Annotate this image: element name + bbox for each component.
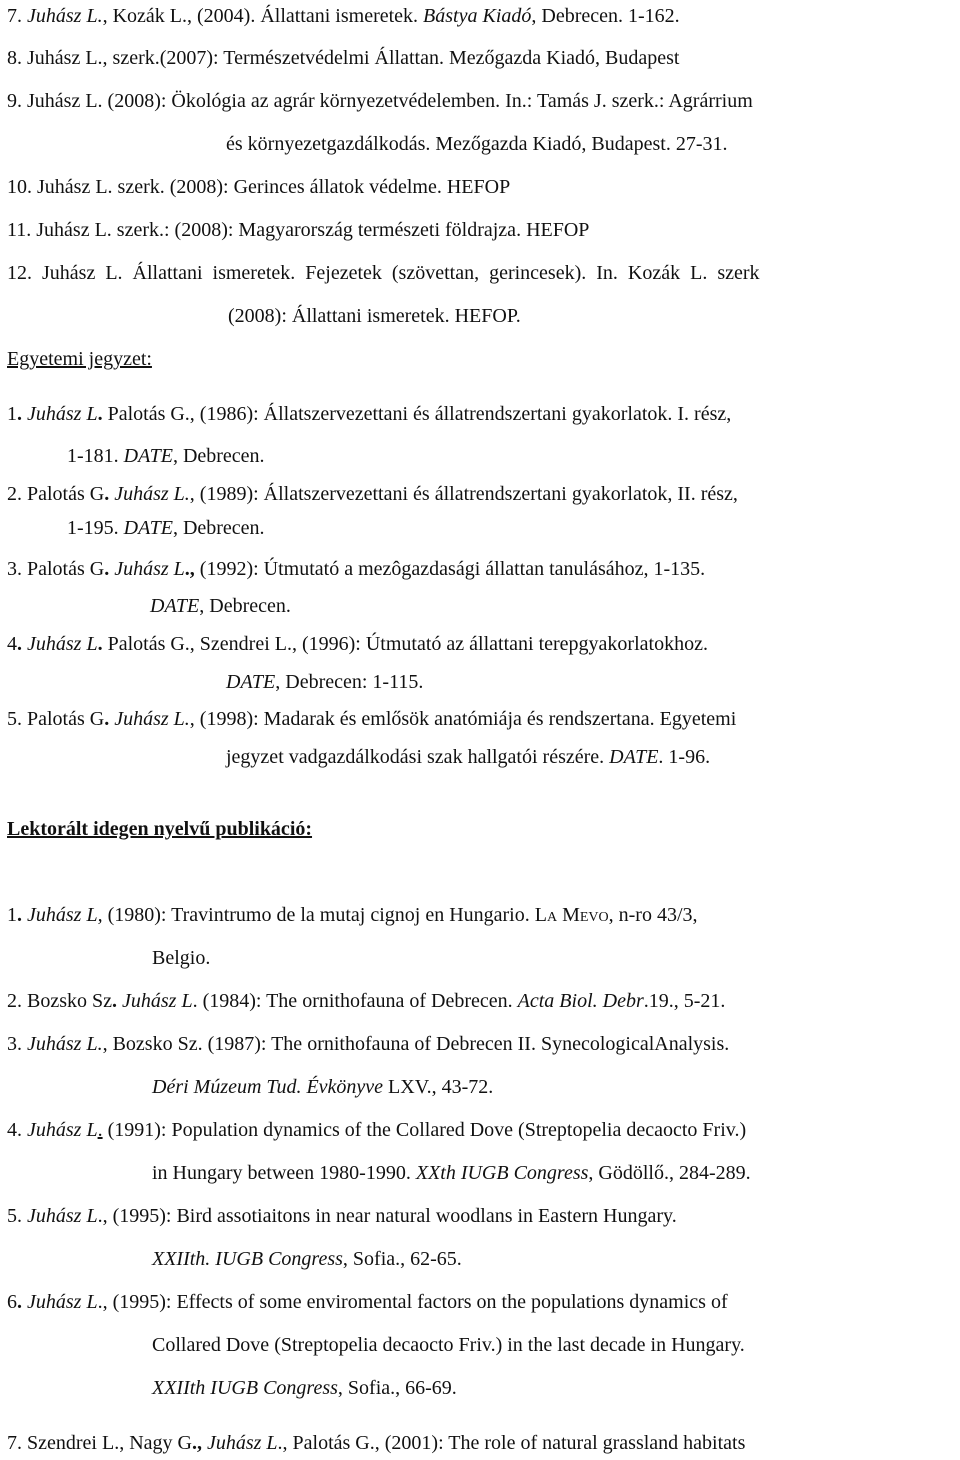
text-run: Belgio. <box>152 947 211 969</box>
text-run: és környezetgazdálkodás. Mezőgazda Kiadó, Budapest. 27-31. <box>226 133 728 155</box>
text-line <box>226 745 710 769</box>
text-run: 10. Juhász L. szerk. (2008): Gerinces állatok védelme. HEFOP <box>7 176 511 198</box>
text-run: Juhász L <box>27 1119 98 1141</box>
text-line <box>152 946 210 970</box>
text-run: ., (1995): Effects of some enviromental factors on the populations dynamics of <box>97 1291 728 1313</box>
text-run: LXV., 43-72. <box>383 1076 494 1098</box>
text-run: . <box>17 1291 27 1313</box>
text-run: . <box>97 403 108 425</box>
text-run: jegyzet vadgazdálkodási szak hallgatói részére. <box>226 746 610 768</box>
text-run: 4 <box>7 633 17 655</box>
text-line <box>67 516 265 540</box>
section-heading <box>7 347 152 371</box>
text-run: 11. Juhász L. szerk.: (2008): Magyarország természeti földrajza. HEFOP <box>7 219 590 241</box>
text-line <box>228 304 521 328</box>
text-run: . <box>17 633 27 655</box>
text-run: Juhász L <box>206 1432 278 1454</box>
text-run: 5. Palotás G <box>7 708 105 730</box>
text-run: n-ro 43/3, <box>613 904 698 926</box>
text-run: , Gödöllő., 284-289. <box>588 1162 751 1184</box>
text-line <box>7 1118 746 1142</box>
text-line <box>7 1290 728 1314</box>
text-run: 3. Palotás G <box>7 558 105 580</box>
text-run: Juhász L <box>27 1291 98 1313</box>
text-run: (1991): Population dynamics of the Collared Dove (Streptopelia decaocto Friv.) <box>102 1119 747 1141</box>
text-run: 8. Juhász L., szerk.(2007): Természetvédelmi Állattan. Mezőgazda Kiadó, Budapest <box>7 47 680 69</box>
text-run: Bástya Kiadó <box>423 5 532 27</box>
text-run: 1-181. <box>67 445 124 467</box>
text-run: in Hungary between 1980-1990. <box>152 1162 416 1184</box>
text-run: La Mevo <box>534 904 609 926</box>
text-run: Juhász L <box>27 1205 98 1227</box>
text-line <box>7 1204 677 1228</box>
text-run: 3. <box>7 1033 27 1055</box>
text-line <box>152 1247 462 1271</box>
text-run: . <box>104 483 115 505</box>
text-run: ., (1995): Bird assotiaitons in near natural woodlans in Eastern Hungary. <box>97 1205 677 1227</box>
text-run: Juhász L. <box>27 5 103 27</box>
text-line <box>7 557 705 581</box>
text-line <box>226 670 423 694</box>
text-run: . <box>104 558 115 580</box>
text-run: DATE <box>150 595 200 617</box>
text-run: . <box>97 633 108 655</box>
text-run: Acta Biol. Debr <box>517 990 644 1012</box>
text-line <box>7 402 731 426</box>
text-run: (1980): Travintrumo de la mutaj cignoj en Hungario. <box>102 904 535 926</box>
text-run: , Debrecen. <box>199 595 291 617</box>
text-run: 12. Juhász L. Állattani ismeretek. Fejezetek (szövettan, gerincesek). In. Kozák L. szerk <box>7 262 760 284</box>
text-line <box>152 1075 493 1099</box>
text-run: , Kozák L., (2004). Állattani ismeretek. <box>102 5 424 27</box>
text-run: 4. <box>7 1119 27 1141</box>
text-run: Juhász L <box>122 990 193 1012</box>
text-run: 1 <box>7 904 17 926</box>
text-run: (2008): Állattani ismeretek. HEFOP. <box>228 305 521 327</box>
text-run: 1 <box>7 403 17 425</box>
text-run: , Sofia., 62-65. <box>342 1248 462 1270</box>
text-line <box>7 989 725 1013</box>
text-run: Palotás G., (1986): Állatszervezettani és állatrendszertani gyakorlatok. I. rész, <box>107 403 732 425</box>
section-heading <box>7 817 312 841</box>
text-run: Juhász L, <box>27 904 103 926</box>
text-line <box>152 1376 457 1400</box>
text-run: Juhász L. <box>114 708 190 730</box>
text-run: Palotás G., Szendrei L., (1996): Útmutató az állattani terepgyakorlatokhoz. <box>107 633 708 655</box>
text-run: DATE <box>609 746 659 768</box>
text-run: . <box>17 403 27 425</box>
text-line <box>7 175 510 199</box>
text-line <box>7 4 680 28</box>
text-run: Juhász L <box>27 403 98 425</box>
text-run: ., Palotás G., (2001): The role of natural grassland habitats <box>277 1432 746 1454</box>
text-line <box>7 707 736 731</box>
text-run: XXth IUGB Congress <box>415 1162 589 1184</box>
text-run: DATE <box>226 671 276 693</box>
text-line <box>7 261 760 285</box>
text-line <box>7 903 698 927</box>
text-run: .19., 5-21. <box>643 990 726 1012</box>
text-run: , Debrecen: 1-115. <box>275 671 424 693</box>
text-line <box>226 132 728 156</box>
text-run: Juhász L <box>114 558 185 580</box>
text-run: Juhász L. <box>114 483 190 505</box>
text-run: 9. Juhász L. (2008): Ökológia az agrár környezetvédelemben. In.: Tamás J. szerk.: Agrárrium <box>7 90 753 112</box>
text-run: , Bozsko Sz. (1987): The ornithofauna of Debrecen II. SynecologicalAnalysis. <box>102 1033 730 1055</box>
text-line <box>7 1032 729 1056</box>
text-run: , Debrecen. 1-162. <box>531 5 680 27</box>
text-line <box>152 1161 751 1185</box>
text-run: , (1989): Állatszervezettani és állatrendszertani gyakorlatok, II. rész, <box>189 483 738 505</box>
text-run: . <box>17 904 27 926</box>
text-run: Lektorált idegen nyelvű publikáció: <box>7 818 313 840</box>
text-run: . 1-96. <box>658 746 711 768</box>
text-run: 2. Palotás G <box>7 483 105 505</box>
text-line <box>7 46 679 70</box>
text-line <box>7 218 589 242</box>
text-line <box>67 444 265 468</box>
text-run: , Debrecen. <box>172 517 265 539</box>
text-run: , <box>608 904 614 926</box>
text-run: Juhász L. <box>27 1033 103 1055</box>
text-run: 1-195. <box>67 517 124 539</box>
text-run: 5. <box>7 1205 27 1227</box>
text-run: . (1984): The ornithofauna of Debrecen. <box>192 990 518 1012</box>
text-run: , Debrecen. <box>172 445 265 467</box>
text-run: 7. <box>7 5 27 27</box>
text-line <box>7 1431 745 1455</box>
text-line <box>7 632 708 656</box>
text-run: , (1998): Madarak és emlősök anatómiája és rendszertana. Egyetemi <box>189 708 737 730</box>
text-line <box>152 1333 745 1357</box>
text-run: Collared Dove (Streptopelia decaocto Friv.) in the last decade in Hungary. <box>152 1334 745 1356</box>
text-line <box>7 482 738 506</box>
text-run: . <box>104 708 115 730</box>
text-run: Déri Múzeum Tud. Évkönyve <box>152 1076 384 1098</box>
text-run: ., <box>184 558 195 580</box>
text-run: DATE <box>123 445 173 467</box>
text-line <box>7 89 753 113</box>
text-line <box>150 594 291 618</box>
text-run: , Sofia., 66-69. <box>337 1377 457 1399</box>
text-run: . <box>112 990 122 1012</box>
text-run: 6 <box>7 1291 17 1313</box>
text-run: (1992): Útmutató a mezôgazdasági állattan tanulásához, 1-135. <box>194 558 706 580</box>
text-run: XXIIth. IUGB Congress <box>152 1248 343 1270</box>
text-run: 7. Szendrei L., Nagy G <box>7 1432 192 1454</box>
text-run: 2. Bozsko Sz <box>7 990 112 1012</box>
text-run: Egyetemi jegyzet: <box>7 348 152 370</box>
text-run: DATE <box>123 517 173 539</box>
text-run: XXIIth IUGB Congress <box>152 1377 338 1399</box>
text-run: ., <box>191 1432 202 1454</box>
text-run: Juhász L <box>27 633 98 655</box>
text-run: . <box>97 1119 103 1141</box>
